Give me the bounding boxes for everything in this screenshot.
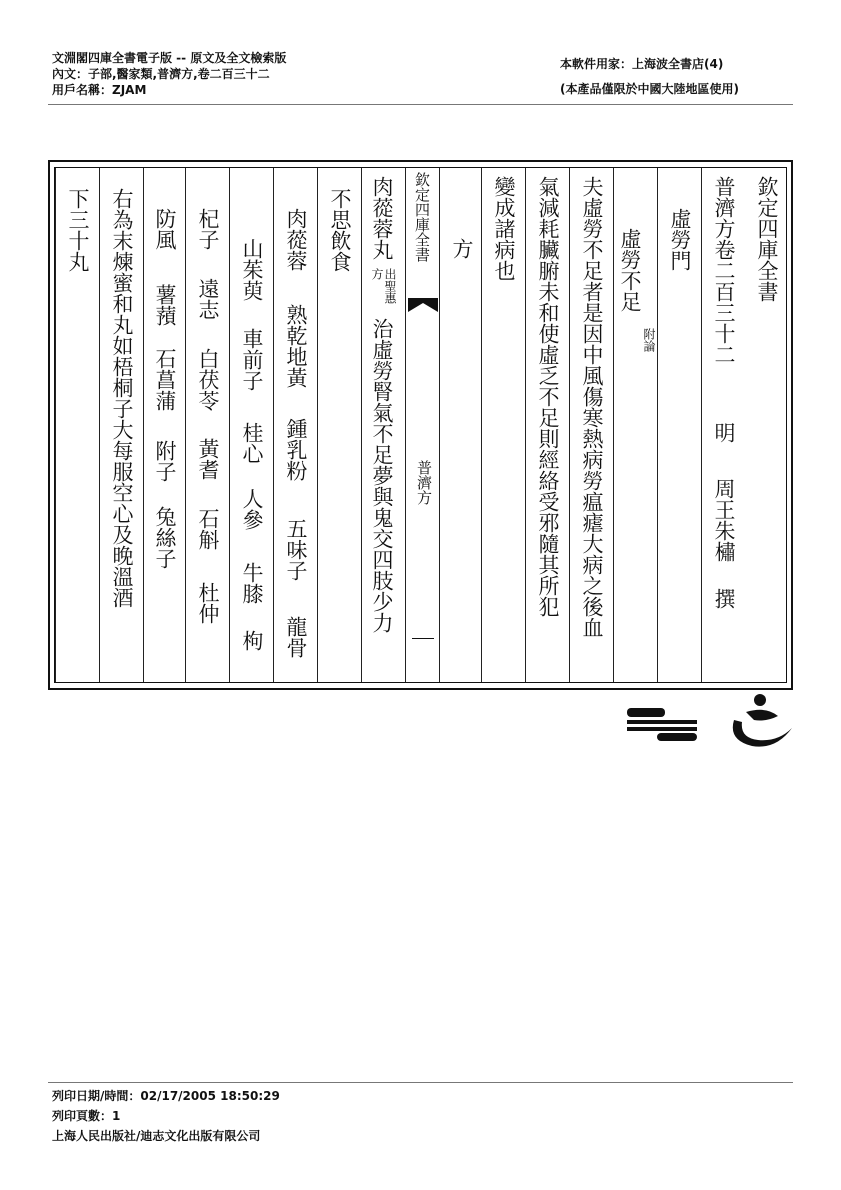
ingredient: 人參	[240, 488, 264, 530]
ingredient: 山茱萸	[240, 238, 264, 301]
column-16	[55, 168, 100, 682]
header-content-path: 內文：子部,醫家類,普濟方,卷二百三十二	[52, 67, 270, 81]
header-username: 用戶名稱：ZJAM	[52, 83, 147, 97]
text-line-3: 變成諸病也	[492, 176, 516, 281]
print-datetime: 列印日期/時間：02/17/2005 18:50:29	[52, 1089, 280, 1103]
column-10	[317, 168, 362, 682]
ingredient: 石斛	[196, 508, 220, 550]
column-15	[99, 168, 144, 682]
preparation-text: 右為末煉蜜和丸如梧桐子大每服空心及晚溫酒	[110, 188, 134, 608]
column-6	[525, 168, 570, 682]
column-13	[185, 168, 230, 682]
column-2	[701, 168, 746, 682]
ingredient: 兔絲子	[153, 506, 177, 569]
ingredient: 車前子	[240, 328, 264, 391]
section-title: 虛勞門	[668, 208, 692, 271]
ingredient: 杞子	[196, 208, 220, 250]
ingredient: 熟乾地黃	[284, 304, 308, 388]
footer	[52, 1086, 280, 1146]
ingredient: 黃耆	[196, 438, 220, 480]
dynasty: 明	[712, 422, 736, 443]
fishtail-mark-icon	[408, 298, 444, 328]
ingredient: 桂心	[240, 422, 264, 464]
text-line-1: 夫虛勞不足者是因中風傷寒熱病勞瘟瘧大病之後血	[580, 176, 604, 638]
subsection-title: 虛勞不足	[618, 228, 642, 312]
banxin-column	[405, 168, 440, 682]
author-role: 撰	[712, 588, 736, 609]
column-4	[613, 168, 658, 682]
column-1	[745, 168, 789, 682]
column-5	[569, 168, 614, 682]
header-divider	[48, 104, 793, 105]
text-line-4: 不思飲食	[328, 188, 352, 272]
banxin-work-title: 普濟方	[415, 460, 433, 505]
ingredient: 石菖蒲	[153, 348, 177, 411]
ingredient: 牛膝	[240, 562, 264, 604]
formula-source: 出聖惠方	[370, 268, 397, 304]
column-7	[481, 168, 526, 682]
subsection-note: 附論	[642, 328, 656, 352]
ingredient: 白茯苓	[196, 348, 220, 411]
publisher-logo-icon	[627, 706, 699, 742]
ingredient: 杜仲	[196, 582, 220, 624]
column-8	[439, 168, 482, 682]
header-title: 文淵閣四庫全書電子版 -- 原文及全文檢索版	[52, 51, 287, 65]
publisher-credit: 上海人民出版社/迪志文化出版有限公司	[52, 1129, 261, 1143]
book-title: 欽定四庫全書	[755, 176, 779, 302]
footer-divider	[48, 1082, 793, 1083]
ingredient: 鍾乳粉	[284, 418, 308, 481]
ingredient: 龍骨	[284, 616, 308, 658]
text-line-2: 氣減耗臟腑未和使虛乏不足則經絡受邪隨其所犯	[536, 176, 560, 617]
header-left	[52, 50, 286, 98]
ingredient: 薯蕷	[153, 284, 177, 326]
header-licensee: 本軟件用家：上海波全書店(4)	[560, 57, 724, 71]
header-region-note: (本產品僅限於中國大陸地區使用)	[560, 82, 739, 96]
dizhi-logo-icon	[726, 692, 796, 752]
column-14	[143, 168, 186, 682]
author: 周王朱橚	[712, 478, 736, 562]
column-11	[273, 168, 318, 682]
text-columns	[54, 167, 787, 683]
dosage-text: 下三十丸	[66, 188, 90, 272]
formula-name: 肉蓯蓉丸	[370, 176, 394, 260]
ingredient: 防風	[153, 208, 177, 250]
ingredient: 肉蓯蓉	[284, 208, 308, 271]
formula-indication: 治虛勞腎氣不足夢與鬼交四肢少力	[370, 318, 394, 633]
column-12	[229, 168, 274, 682]
column-9	[361, 168, 406, 682]
ingredient: 枸	[240, 630, 264, 651]
column-3	[657, 168, 702, 682]
banxin-book-title: 欽定四庫全書	[413, 172, 431, 262]
ingredient: 附子	[153, 440, 177, 482]
banxin-divider	[412, 638, 434, 639]
prescriptions-heading: 方	[450, 238, 474, 259]
header-right	[560, 52, 739, 102]
page-frame	[48, 160, 793, 690]
ingredient: 五味子	[284, 518, 308, 581]
ingredient: 遠志	[196, 278, 220, 320]
volume-title: 普濟方卷二百三十二	[712, 176, 736, 365]
print-page-count: 列印頁數：1	[52, 1109, 121, 1123]
